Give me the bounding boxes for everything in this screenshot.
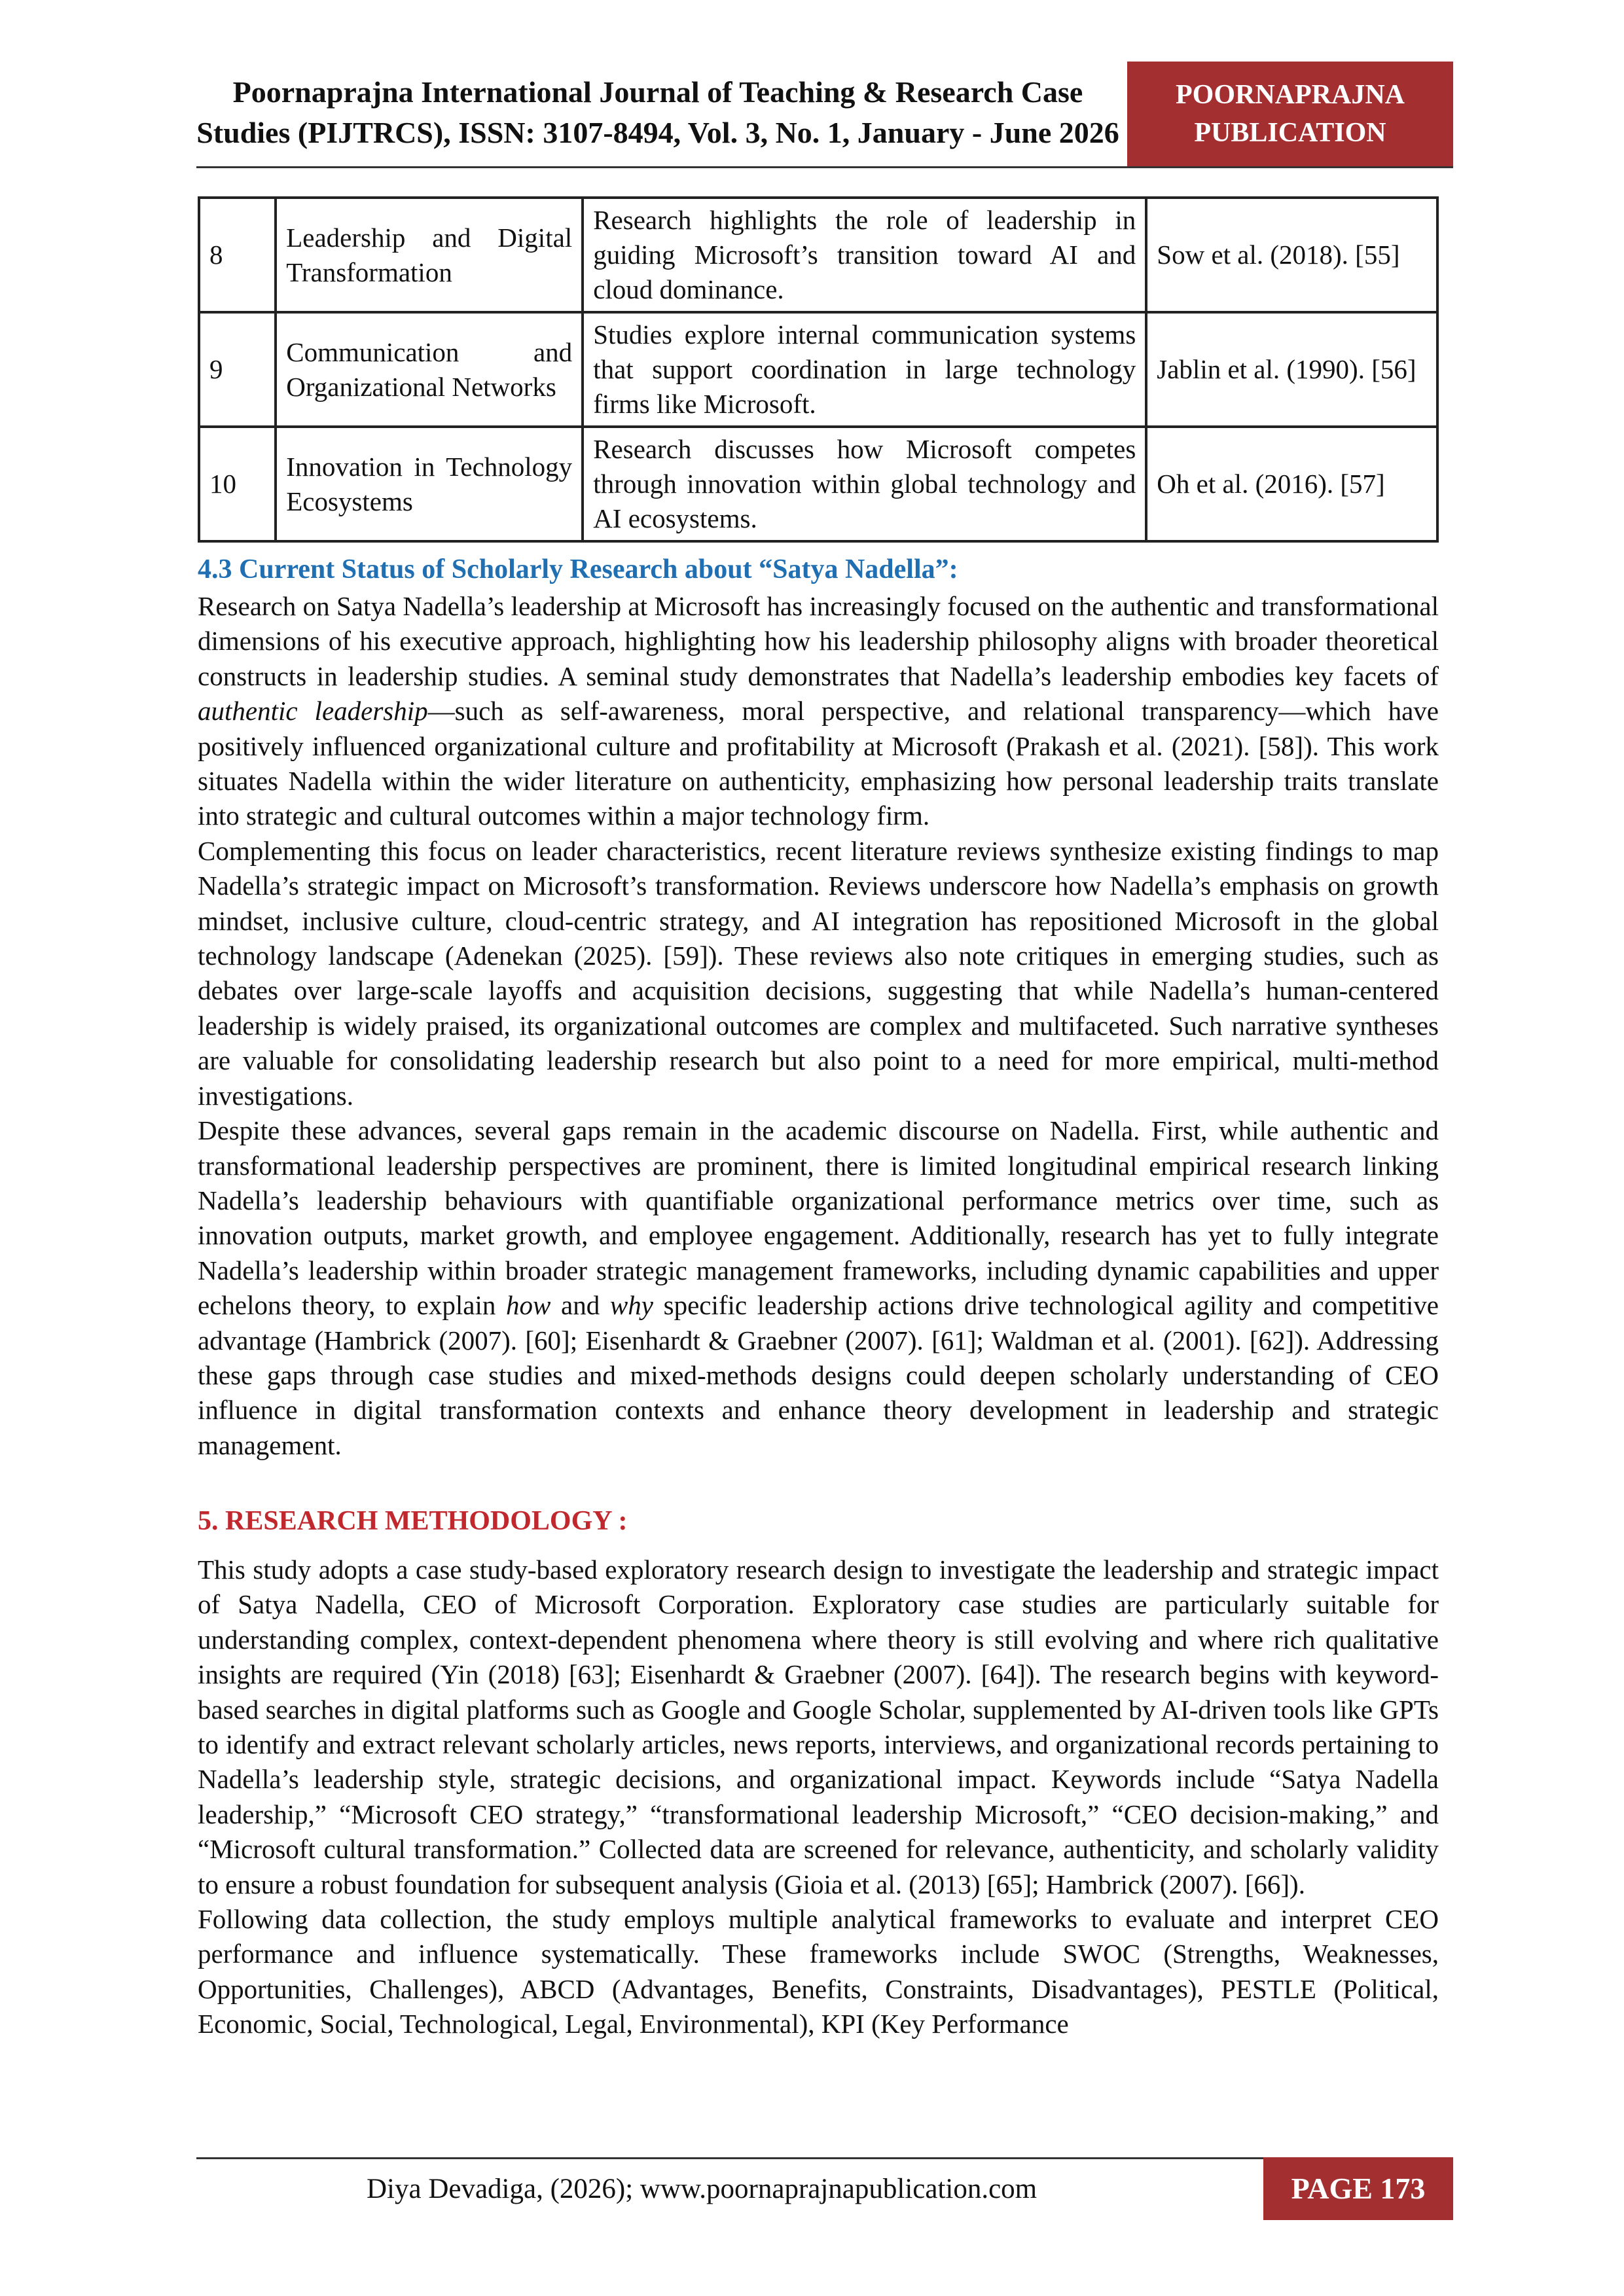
section-heading-5: 5. RESEARCH METHODOLOGY : [198, 1506, 628, 1536]
literature-table [198, 196, 1439, 543]
table-row [199, 312, 1437, 427]
row-reference: Oh et al. (2016). [57] [1146, 427, 1437, 541]
emphasis-text: how [506, 1290, 551, 1321]
header-divider [196, 166, 1453, 168]
journal-title-line2: Studies (PIJTRCS), ISSN: 3107-8494, Vol. 3, No. 1, January - June 2026 [196, 116, 1119, 149]
row-area: Leadership and Digital Transformation [276, 198, 583, 312]
paragraph-text: Despite these advances, several gaps remain in the academic discourse on Nadella. First, while authentic and transformational leadership perspectives are prominent, there is limited longitudinal empirical research linking Nadella’s leadership behaviours with quantifiable organizational performance metrics over time, such as innovation outputs, market growth, and employee engagement. Additionally, research has yet to fully integrate Nadella’s leadership within broader strategic management frameworks, including dynamic capabilities and upper echelons theory, to explain [198, 1115, 1439, 1321]
row-description: Research highlights the role of leadership in guiding Microsoft’s transition toward AI and cloud dominance. [583, 198, 1146, 312]
section-4-3-body [198, 589, 1439, 1463]
paragraph: This study adopts a case study-based exploratory research design to investigate the leadership and strategic impact of Satya Nadella, CEO of Microsoft Corporation. Exploratory case studies are particularly suitable for understanding complex, context-dependent phenomena where theory is still evolving and where rich qualitative insights are required (Yin (2018) [63]; Eisenhardt & Graebner (2007). [64]). The research begins with keyword-based searches in digital platforms such as Google and Google Scholar, supplemented by AI-driven tools like GPTs to identify and extract relevant scholarly articles, news reports, interviews, and organizational records pertaining to Nadella’s leadership style, strategic decisions, and organizational impact. Keywords include “Satya Nadella leadership,” “Microsoft CEO strategy,” “transformational leadership Microsoft,” “CEO decision-making,” and “Microsoft cultural transformation.” Collected data are screened for relevance, authenticity, and scholarly validity to ensure a robust foundation for subsequent analysis (Gioia et al. (2013) [65]; Hambrick (2007). [66]). [198, 1554, 1439, 1899]
row-reference: Jablin et al. (1990). [56] [1146, 312, 1437, 427]
paragraph-text: and [550, 1290, 610, 1321]
row-number: 9 [199, 312, 276, 427]
section-5-body [198, 1552, 1439, 2042]
publisher-line1: POORNAPRAJNA [1176, 80, 1405, 110]
paragraph: Following data collection, the study employs multiple analytical frameworks to evaluate and interpret CEO performance and influence systematically. These frameworks include SWOC (Strengths, Weaknesses, Opportunities, Challenges), ABCD (Advantages, Benefits, Constraints, Disadvantages), PESTLE (Political, Economic, Social, Technological, Legal, Environmental), KPI (Key Performance [198, 1904, 1439, 2039]
emphasis-text: why [609, 1290, 653, 1321]
row-description: Research discusses how Microsoft competes through innovation within global technology and AI ecosystems. [583, 427, 1146, 541]
row-area: Communication and Organizational Networks [276, 312, 583, 427]
row-description: Studies explore internal communication systems that support coordination in large technology firms like Microsoft. [583, 312, 1146, 427]
paragraph-text: specific leadership actions drive technological agility and competitive advantage (Hambrick (2007). [60]; Eisenhardt & Graebner (2007). [61]; Waldman et al. (2001). [62]). Addressing these gaps through case studies and mixed-methods designs could deepen scholarly understanding of CEO influence in digital transformation contexts and enhance theory development in leadership and strategic management. [198, 1290, 1439, 1460]
paragraph-text: —such as self-awareness, moral perspective, and relational transparency—which have positively influenced organizational culture and profitability at Microsoft (Prakash et al. (2021). [58]). This work situates Nadella within the wider literature on authenticity, emphasizing how personal leadership traits translate into strategic and cultural outcomes within a major technology firm. [198, 696, 1439, 831]
paragraph [198, 589, 1439, 834]
row-area: Innovation in Technology Ecosystems [276, 427, 583, 541]
page-number-badge: PAGE 173 [1263, 2157, 1453, 2220]
row-reference: Sow et al. (2018). [55] [1146, 198, 1437, 312]
paragraph: Complementing this focus on leader characteristics, recent literature reviews synthesize existing findings to map Nadella’s strategic impact on Microsoft’s transformation. Reviews underscore how Nadella’s emphasis on growth mindset, inclusive culture, cloud-centric strategy, and AI integration has repositioned Microsoft in the global technology landscape (Adenekan (2025). [59]). These reviews also note critiques in emerging studies, such as debates over large-scale layoffs and acquisition decisions, suggesting that while Nadella’s human-centered leadership is widely praised, its organizational outcomes are complex and multifaceted. Such narrative syntheses are valuable for consolidating leadership research but also point to a need for more empirical, multi-method investigations. [198, 835, 1439, 1111]
section-heading-4-3: 4.3 Current Status of Scholarly Research about “Satya Nadella”: [198, 554, 958, 584]
row-number: 10 [199, 427, 276, 541]
journal-title-line1: Poornaprajna International Journal of Teaching & Research Case [232, 75, 1083, 109]
paragraph-text: Research on Satya Nadella’s leadership at Microsoft has increasingly focused on the authentic and transformational dimensions of his executive approach, highlighting how his leadership philosophy aligns with broader theoretical constructs in leadership studies. A seminal study demonstrates that Nadella’s leadership embodies key facets of [198, 591, 1439, 691]
publisher-badge [1127, 62, 1453, 166]
footer-citation: Diya Devadiga, (2026); www.poornaprajnapublication.com [367, 2174, 1038, 2204]
table-row [199, 198, 1437, 312]
emphasis-text: authentic leadership [198, 696, 428, 726]
publisher-line2: PUBLICATION [1194, 118, 1386, 148]
paragraph [198, 1113, 1439, 1463]
row-number: 8 [199, 198, 276, 312]
table-row [199, 427, 1437, 541]
journal-header [180, 72, 1136, 153]
